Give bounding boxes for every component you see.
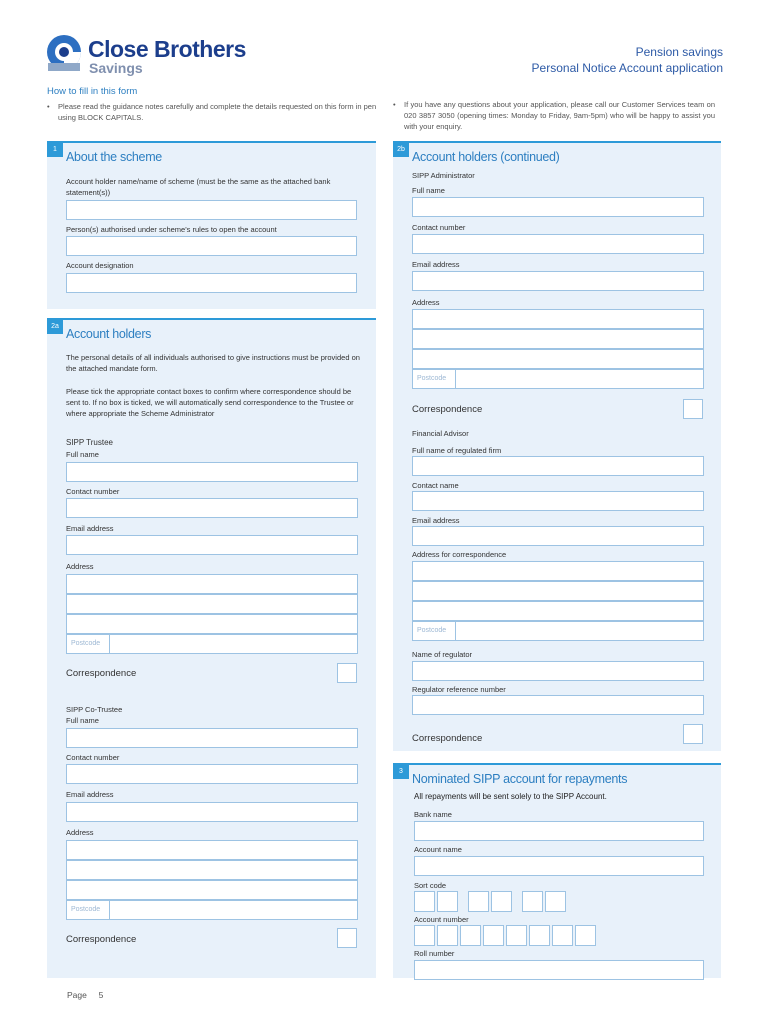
cotrustee-contact-field[interactable] xyxy=(66,764,358,784)
regulator-ref-field[interactable] xyxy=(412,695,704,715)
persons-authorised-label: Person(s) authorised under scheme's rules to open the account xyxy=(66,225,277,234)
sort-code-digit-1[interactable] xyxy=(414,891,435,912)
tick-instructions: Please tick the appropriate contact boxes to confirm where correspondence should be sent to. If no box is ticked, we will automatically send correspondence to the Trustee or where appropriate the Scheme Administrator xyxy=(66,387,354,418)
page-footer xyxy=(67,990,103,1000)
cotrustee-address-line-3[interactable] xyxy=(66,880,358,900)
trustee-address-line-3[interactable] xyxy=(66,614,358,634)
trustee-address-label: Address xyxy=(66,562,94,571)
admin-correspondence-label: Correspondence xyxy=(412,404,483,415)
regulator-ref-label: Regulator reference number xyxy=(412,685,506,694)
account-designation-label: Account designation xyxy=(66,261,134,270)
regulator-label: Name of regulator xyxy=(412,650,473,659)
advisor-postcode-label: Postcode xyxy=(417,627,447,634)
title-line-1: Pension savings xyxy=(635,45,723,59)
account-number-digit-1[interactable] xyxy=(414,925,435,946)
trustee-correspondence-checkbox[interactable] xyxy=(337,663,357,683)
section-number: 2b xyxy=(393,143,409,157)
cotrustee-correspondence-checkbox[interactable] xyxy=(337,928,357,948)
advisor-email-label: Email address xyxy=(412,516,460,525)
trustee-contact-field[interactable] xyxy=(66,498,358,518)
advisor-correspondence-checkbox[interactable] xyxy=(683,724,703,744)
trustee-full-name-field[interactable] xyxy=(66,462,358,482)
section-account-holders xyxy=(47,318,376,978)
trustee-full-name-label: Full name xyxy=(66,450,99,459)
trustee-contact-label: Contact number xyxy=(66,487,120,496)
cotrustee-email-field[interactable] xyxy=(66,802,358,822)
account-number-digit-2[interactable] xyxy=(437,925,458,946)
account-holder-name-label: Account holder name/name of scheme (must be the same as the attached bank statement(s)) xyxy=(66,177,331,197)
admin-address-line-2[interactable] xyxy=(412,329,704,349)
cotrustee-address-line-2[interactable] xyxy=(66,860,358,880)
advisor-address-line-2[interactable] xyxy=(412,581,704,601)
admin-postcode-field[interactable] xyxy=(455,369,704,389)
title-line-2: Personal Notice Account application xyxy=(531,61,723,75)
section-title: About the scheme xyxy=(66,150,162,164)
howto-bullet-left: • Please read the guidance notes carefully and complete the details requested on this form in pen using BLOCK CAPITALS. xyxy=(47,101,377,123)
sort-code-digit-2[interactable] xyxy=(437,891,458,912)
account-number-label: Account number xyxy=(414,915,469,924)
regulator-field[interactable] xyxy=(412,661,704,681)
admin-contact-field[interactable] xyxy=(412,234,704,254)
howto-bullet-right: • If you have any questions about your application, please call our Customer Services team on 020 3857 3050 (opening times: Monday to Friday, 9am-5pm) who will be happy to assist you with your enquiry. xyxy=(393,99,715,132)
section-nominated-account xyxy=(393,763,721,978)
admin-correspondence-checkbox[interactable] xyxy=(683,399,703,419)
bank-name-field[interactable] xyxy=(414,821,704,841)
cotrustee-full-name-field[interactable] xyxy=(66,728,358,748)
trustee-correspondence-label: Correspondence xyxy=(66,668,137,679)
advisor-firm-label: Full name of regulated firm xyxy=(412,446,502,455)
admin-address-line-3[interactable] xyxy=(412,349,704,369)
admin-full-name-field[interactable] xyxy=(412,197,704,217)
cotrustee-contact-label: Contact number xyxy=(66,753,120,762)
admin-email-field[interactable] xyxy=(412,271,704,291)
sort-code-label: Sort code xyxy=(414,881,447,890)
trustee-address-line-2[interactable] xyxy=(66,594,358,614)
persons-authorised-field[interactable] xyxy=(66,236,357,256)
sort-code-digit-4[interactable] xyxy=(491,891,512,912)
account-number-digit-6[interactable] xyxy=(529,925,550,946)
intro-text: The personal details of all individuals authorised to give instructions must be provided on the attached mandate form. xyxy=(66,353,360,373)
account-holder-name-field[interactable] xyxy=(66,200,357,220)
section-number: 2a xyxy=(47,320,63,334)
account-number-digit-7[interactable] xyxy=(552,925,573,946)
page-number: 5 xyxy=(98,990,104,1000)
sort-code-digit-5[interactable] xyxy=(522,891,543,912)
advisor-firm-field[interactable] xyxy=(412,456,704,476)
admin-heading: SIPP Administrator xyxy=(412,171,475,180)
cotrustee-address-label: Address xyxy=(66,828,94,837)
section-account-holders-continued xyxy=(393,141,721,751)
document-title xyxy=(532,44,723,76)
admin-address-label: Address xyxy=(412,298,440,307)
brand-subtitle: Savings xyxy=(89,60,143,76)
sort-code-digit-6[interactable] xyxy=(545,891,566,912)
account-designation-field[interactable] xyxy=(66,273,357,293)
account-number-digit-3[interactable] xyxy=(460,925,481,946)
cotrustee-heading: SIPP Co-Trustee xyxy=(66,705,123,714)
roll-number-label: Roll number xyxy=(414,949,455,958)
bank-name-label: Bank name xyxy=(414,810,452,819)
section-number: 1 xyxy=(47,143,63,157)
account-name-field[interactable] xyxy=(414,856,704,876)
account-number-digit-5[interactable] xyxy=(506,925,527,946)
account-name-label: Account name xyxy=(414,845,462,854)
advisor-address-line-1[interactable] xyxy=(412,561,704,581)
account-number-digit-4[interactable] xyxy=(483,925,504,946)
cotrustee-postcode-label: Postcode xyxy=(71,906,101,913)
admin-contact-label: Contact number xyxy=(412,223,466,232)
advisor-contact-name-label: Contact name xyxy=(412,481,459,490)
repayments-note: All repayments will be sent solely to the SIPP Account. xyxy=(414,792,607,801)
cotrustee-full-name-label: Full name xyxy=(66,716,99,725)
trustee-email-field[interactable] xyxy=(66,535,358,555)
trustee-email-label: Email address xyxy=(66,524,114,533)
cotrustee-postcode-field[interactable] xyxy=(109,900,358,920)
admin-postcode-label: Postcode xyxy=(417,375,447,382)
cotrustee-correspondence-label: Correspondence xyxy=(66,934,137,945)
advisor-correspondence-label: Correspondence xyxy=(412,733,483,744)
advisor-heading: Financial Advisor xyxy=(412,429,469,438)
admin-full-name-label: Full name xyxy=(412,186,445,195)
section-title: Nominated SIPP account for repayments xyxy=(412,772,628,786)
advisor-contact-name-field[interactable] xyxy=(412,491,704,511)
section-title: Account holders xyxy=(66,327,152,341)
admin-address-line-1[interactable] xyxy=(412,309,704,329)
admin-email-label: Email address xyxy=(412,260,460,269)
trustee-address-line-1[interactable] xyxy=(66,574,358,594)
trustee-postcode-label: Postcode xyxy=(71,640,101,647)
cotrustee-email-label: Email address xyxy=(66,790,114,799)
section-about-scheme xyxy=(47,141,376,309)
advisor-address-label: Address for correspondence xyxy=(412,550,507,559)
brand-name: Close Brothers xyxy=(88,36,246,62)
advisor-email-field[interactable] xyxy=(412,526,704,546)
account-number-digit-8[interactable] xyxy=(575,925,596,946)
close-brothers-logo-icon xyxy=(44,33,84,71)
advisor-postcode-field[interactable] xyxy=(455,621,704,641)
roll-number-field[interactable] xyxy=(414,960,704,980)
section-number: 3 xyxy=(393,765,409,779)
advisor-address-line-3[interactable] xyxy=(412,601,704,621)
page-label: Page xyxy=(67,990,87,1000)
howto-title: How to fill in this form xyxy=(47,86,138,97)
trustee-heading: SIPP Trustee xyxy=(66,438,113,447)
sort-code-digit-3[interactable] xyxy=(468,891,489,912)
cotrustee-address-line-1[interactable] xyxy=(66,840,358,860)
section-title: Account holders (continued) xyxy=(412,150,560,164)
trustee-postcode-field[interactable] xyxy=(109,634,358,654)
